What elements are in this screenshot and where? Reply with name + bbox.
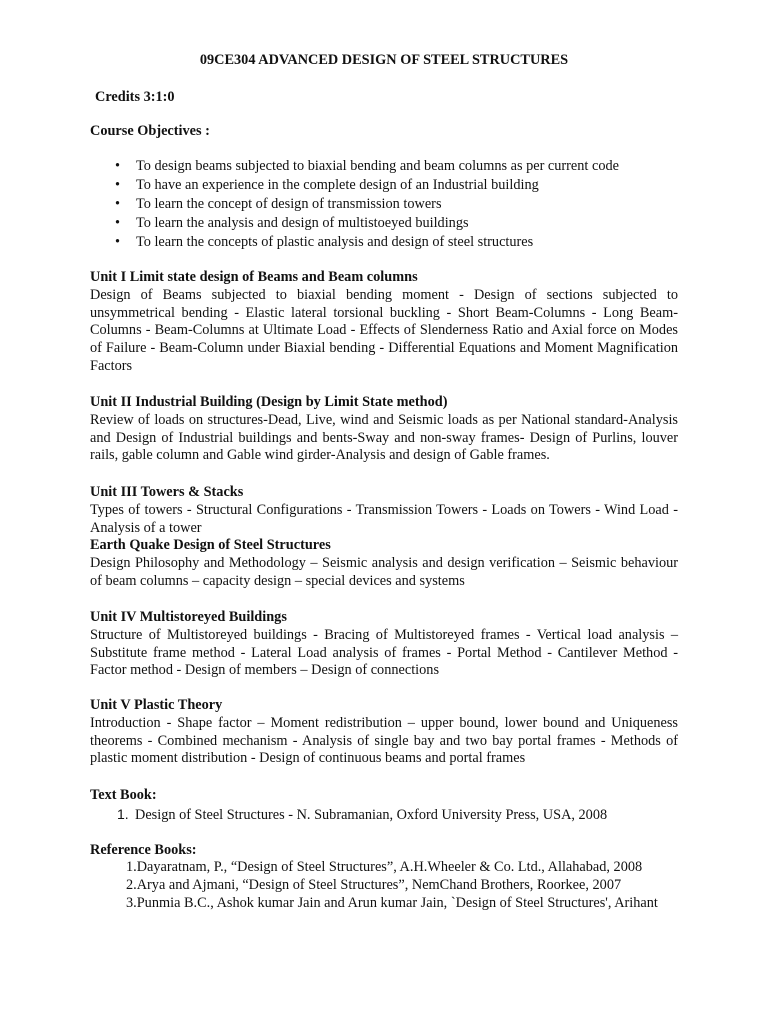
- references-heading: Reference Books:: [90, 842, 197, 858]
- unit-subtitle: Earth Quake Design of Steel Structures: [90, 537, 331, 554]
- list-item: 1.Dayaratnam, P., “Design of Steel Structures”, A.H.Wheeler & Co. Ltd., Allahabad, 2008: [126, 859, 643, 875]
- bullet-icon: •: [115, 196, 121, 212]
- list-item: [90, 158, 619, 177]
- objective-text: To learn the concepts of plastic analysis and design of steel structures: [136, 234, 534, 250]
- unit-title: Unit II Industrial Building (Design by Limit State method): [90, 394, 448, 410]
- unit-3: [90, 484, 678, 591]
- bullet-icon: •: [115, 177, 121, 193]
- unit-title: Unit III Towers & Stacks: [90, 484, 244, 500]
- textbook-text: Design of Steel Structures - N. Subramanian, Oxford University Press, USA, 2008: [135, 807, 608, 823]
- textbook-heading: Text Book:: [90, 787, 157, 803]
- references-list: [126, 859, 678, 912]
- objective-text: To learn the analysis and design of multistoeyed buildings: [136, 215, 469, 231]
- unit-title: Unit V Plastic Theory: [90, 697, 223, 713]
- objective-text: To design beams subjected to biaxial bending and beam columns as per current code: [136, 158, 619, 174]
- objectives-list: [90, 158, 619, 253]
- list-item: [90, 177, 619, 196]
- unit-body: Structure of Multistoreyed buildings - Bracing of Multistoreyed frames - Vertical load analysis – Substitute frame method - Lateral Load analysis of frames - Portal Method - Cantilever Method - Factor method - Design of members – Design of connections: [90, 626, 678, 679]
- list-item: [90, 215, 619, 234]
- bullet-icon: •: [115, 215, 121, 231]
- textbook-number: 1.: [117, 806, 129, 822]
- bullet-icon: •: [115, 158, 121, 174]
- list-item: [90, 234, 619, 253]
- objective-text: To learn the concept of design of transmission towers: [136, 196, 442, 212]
- objectives-heading: Course Objectives :: [90, 123, 210, 139]
- unit-body: Types of towers - Structural Configurations - Transmission Towers - Loads on Towers - Wind Load - Analysis of a tower: [90, 501, 678, 536]
- unit-body: Review of loads on structures-Dead, Live, wind and Seismic loads as per National standard-Analysis and Design of Industrial buildings and bents-Sway and non-sway frames- Design of Purlins, louver rails, gable column and Gable wind girder-Analysis and design of Gable frames.: [90, 411, 678, 464]
- list-item: 2.Arya and Ajmani, “Design of Steel Structures”, NemChand Brothers, Roorkee, 2007: [126, 876, 622, 893]
- list-item: [90, 196, 619, 215]
- unit-subbody: Design Philosophy and Methodology – Seismic analysis and design verification – Seismic behaviour of beam columns – capacity design – special devices and systems: [90, 555, 678, 589]
- unit-2: [90, 394, 678, 465]
- unit-1: [90, 269, 678, 376]
- unit-body: Introduction - Shape factor – Moment redistribution – upper bound, lower bound and Uniqueness theorems - Combined mechanism - Analysis of single bay and two bay portal frames - Methods of plastic moment distribution - Design of continuous beams and portal frames: [90, 714, 678, 767]
- unit-body: Design of Beams subjected to biaxial bending moment - Design of sections subjected to unsymmetrical bending - Elastic lateral torsional buckling - Short Beam-Columns - Long Beam-Columns - Beam-Columns at Ultimate Load - Effects of Slenderness Ratio and Axial force on Modes of Failure - Beam-Column under Biaxial bending - Differential Equations and Moment Magnification Factors: [90, 286, 678, 374]
- objective-text: To have an experience in the complete design of an Industrial building: [136, 177, 539, 193]
- bullet-icon: •: [115, 234, 121, 250]
- course-title: 09CE304 ADVANCED DESIGN OF STEEL STRUCTURES: [199, 52, 569, 68]
- unit-title: Unit IV Multistoreyed Buildings: [90, 609, 287, 625]
- unit-title: Unit I Limit state design of Beams and Beam columns: [90, 269, 418, 285]
- unit-4: [90, 609, 678, 680]
- credits: Credits 3:1:0: [95, 89, 175, 105]
- list-item: [117, 806, 677, 825]
- list-item: 3.Punmia B.C., Ashok kumar Jain and Arun kumar Jain, `Design of Steel Structures', Arihant: [126, 894, 658, 911]
- unit-5: [90, 697, 678, 768]
